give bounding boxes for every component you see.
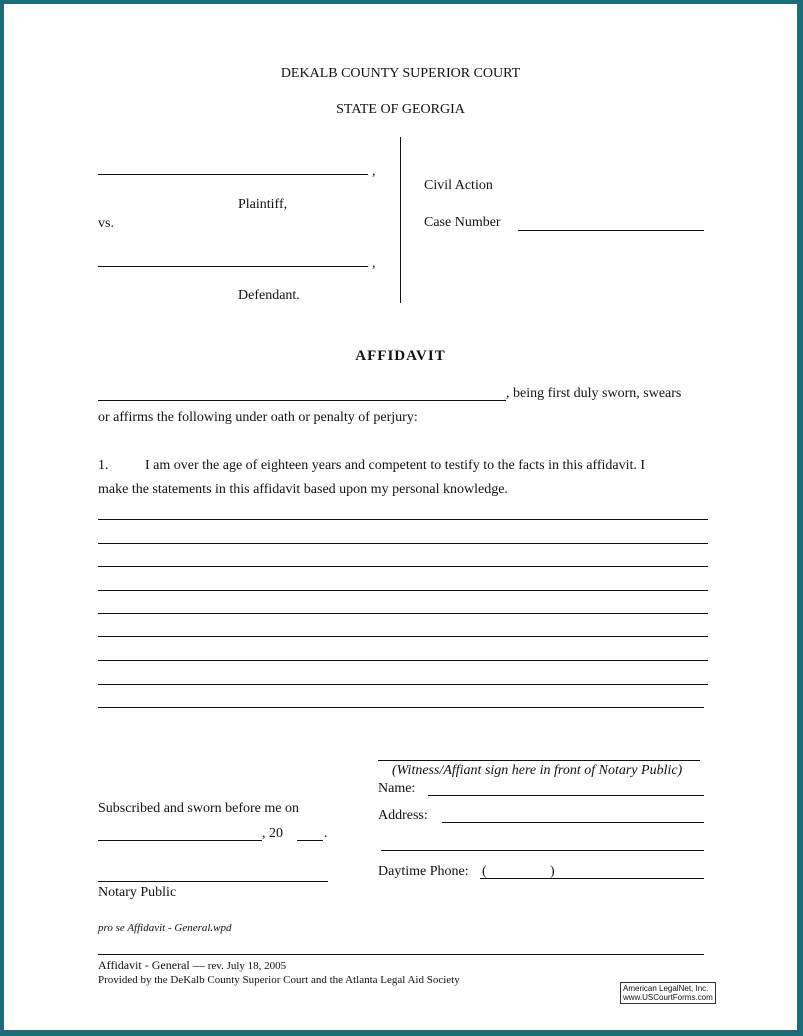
affidavit-page [4,4,797,1030]
subscribed-text: Subscribed and sworn before me on [98,801,300,816]
form-title-row [98,958,286,973]
notary-signature-line[interactable] [98,881,328,882]
revision-text: rev. July 18, 2005 [207,960,287,972]
paragraph-line-2: make the statements in this affidavit based upon my personal knowledge. [98,482,508,497]
affiant-signature-line[interactable] [378,760,700,761]
address-line-2[interactable] [381,850,704,851]
civil-action-label: Civil Action [424,178,493,193]
year-line[interactable] [297,840,323,841]
sworn-text: , being first duly sworn, swears [506,386,682,401]
statement-line[interactable] [98,636,708,637]
statement-line[interactable] [98,707,704,708]
affidavit-title: AFFIDAVIT [355,348,446,364]
statement-line[interactable] [98,660,708,661]
statement-line[interactable] [98,590,708,591]
year-suffix: . [324,826,328,841]
address-line-1[interactable] [442,822,704,823]
statement-line[interactable] [98,519,708,520]
name-line[interactable] [428,795,704,796]
footer-rule [98,954,704,955]
paragraph-line-1: I am over the age of eighteen years and competent to testify to the facts in this affidavit. I [145,458,646,473]
legalnet-stamp [620,982,716,1004]
witness-note: (Witness/Affiant sign here in front of Notary Public) [392,763,683,778]
court-name: DEKALB COUNTY SUPERIOR COURT [280,66,521,81]
em-dash: — [192,958,205,972]
versus-label: vs. [98,216,114,231]
address-label: Address: [378,808,428,823]
statement-line[interactable] [98,684,708,685]
statement-line[interactable] [98,613,708,614]
defendant-comma: , [372,256,376,271]
case-number-label: Case Number [424,215,501,230]
phone-label: Daytime Phone: [378,864,469,879]
plaintiff-label: Plaintiff, [238,197,288,212]
affirms-text: or affirms the following under oath or penalty of perjury: [98,410,418,425]
case-number-line[interactable] [518,230,704,231]
affiant-name-line[interactable] [98,400,506,401]
paragraph-number: 1. [98,458,109,473]
caption-divider [400,137,401,303]
provided-by: Provided by the DeKalb County Superior Court and the Atlanta Legal Aid Society [98,974,460,986]
year-prefix: , 20 [262,826,283,841]
stamp-line-2: www.USCourtForms.com [623,993,713,1002]
name-label: Name: [378,781,416,796]
defendant-label: Defendant. [238,288,300,303]
state-name: STATE OF GEORGIA [336,102,465,117]
defendant-name-line[interactable] [98,266,368,267]
phone-line[interactable] [480,878,704,879]
plaintiff-comma: , [372,164,376,179]
sworn-date-line[interactable] [98,840,262,841]
plaintiff-name-line[interactable] [98,174,368,175]
statement-line[interactable] [98,566,708,567]
phone-open-paren: ( [482,864,487,879]
stamp-line-1: American LegalNet, Inc. [623,984,709,993]
notary-label: Notary Public [98,885,177,900]
file-name: pro se Affidavit - General.wpd [98,922,232,934]
form-title: Affidavit - General [98,958,190,972]
statement-line[interactable] [98,543,708,544]
phone-close-paren: ) [550,864,555,879]
